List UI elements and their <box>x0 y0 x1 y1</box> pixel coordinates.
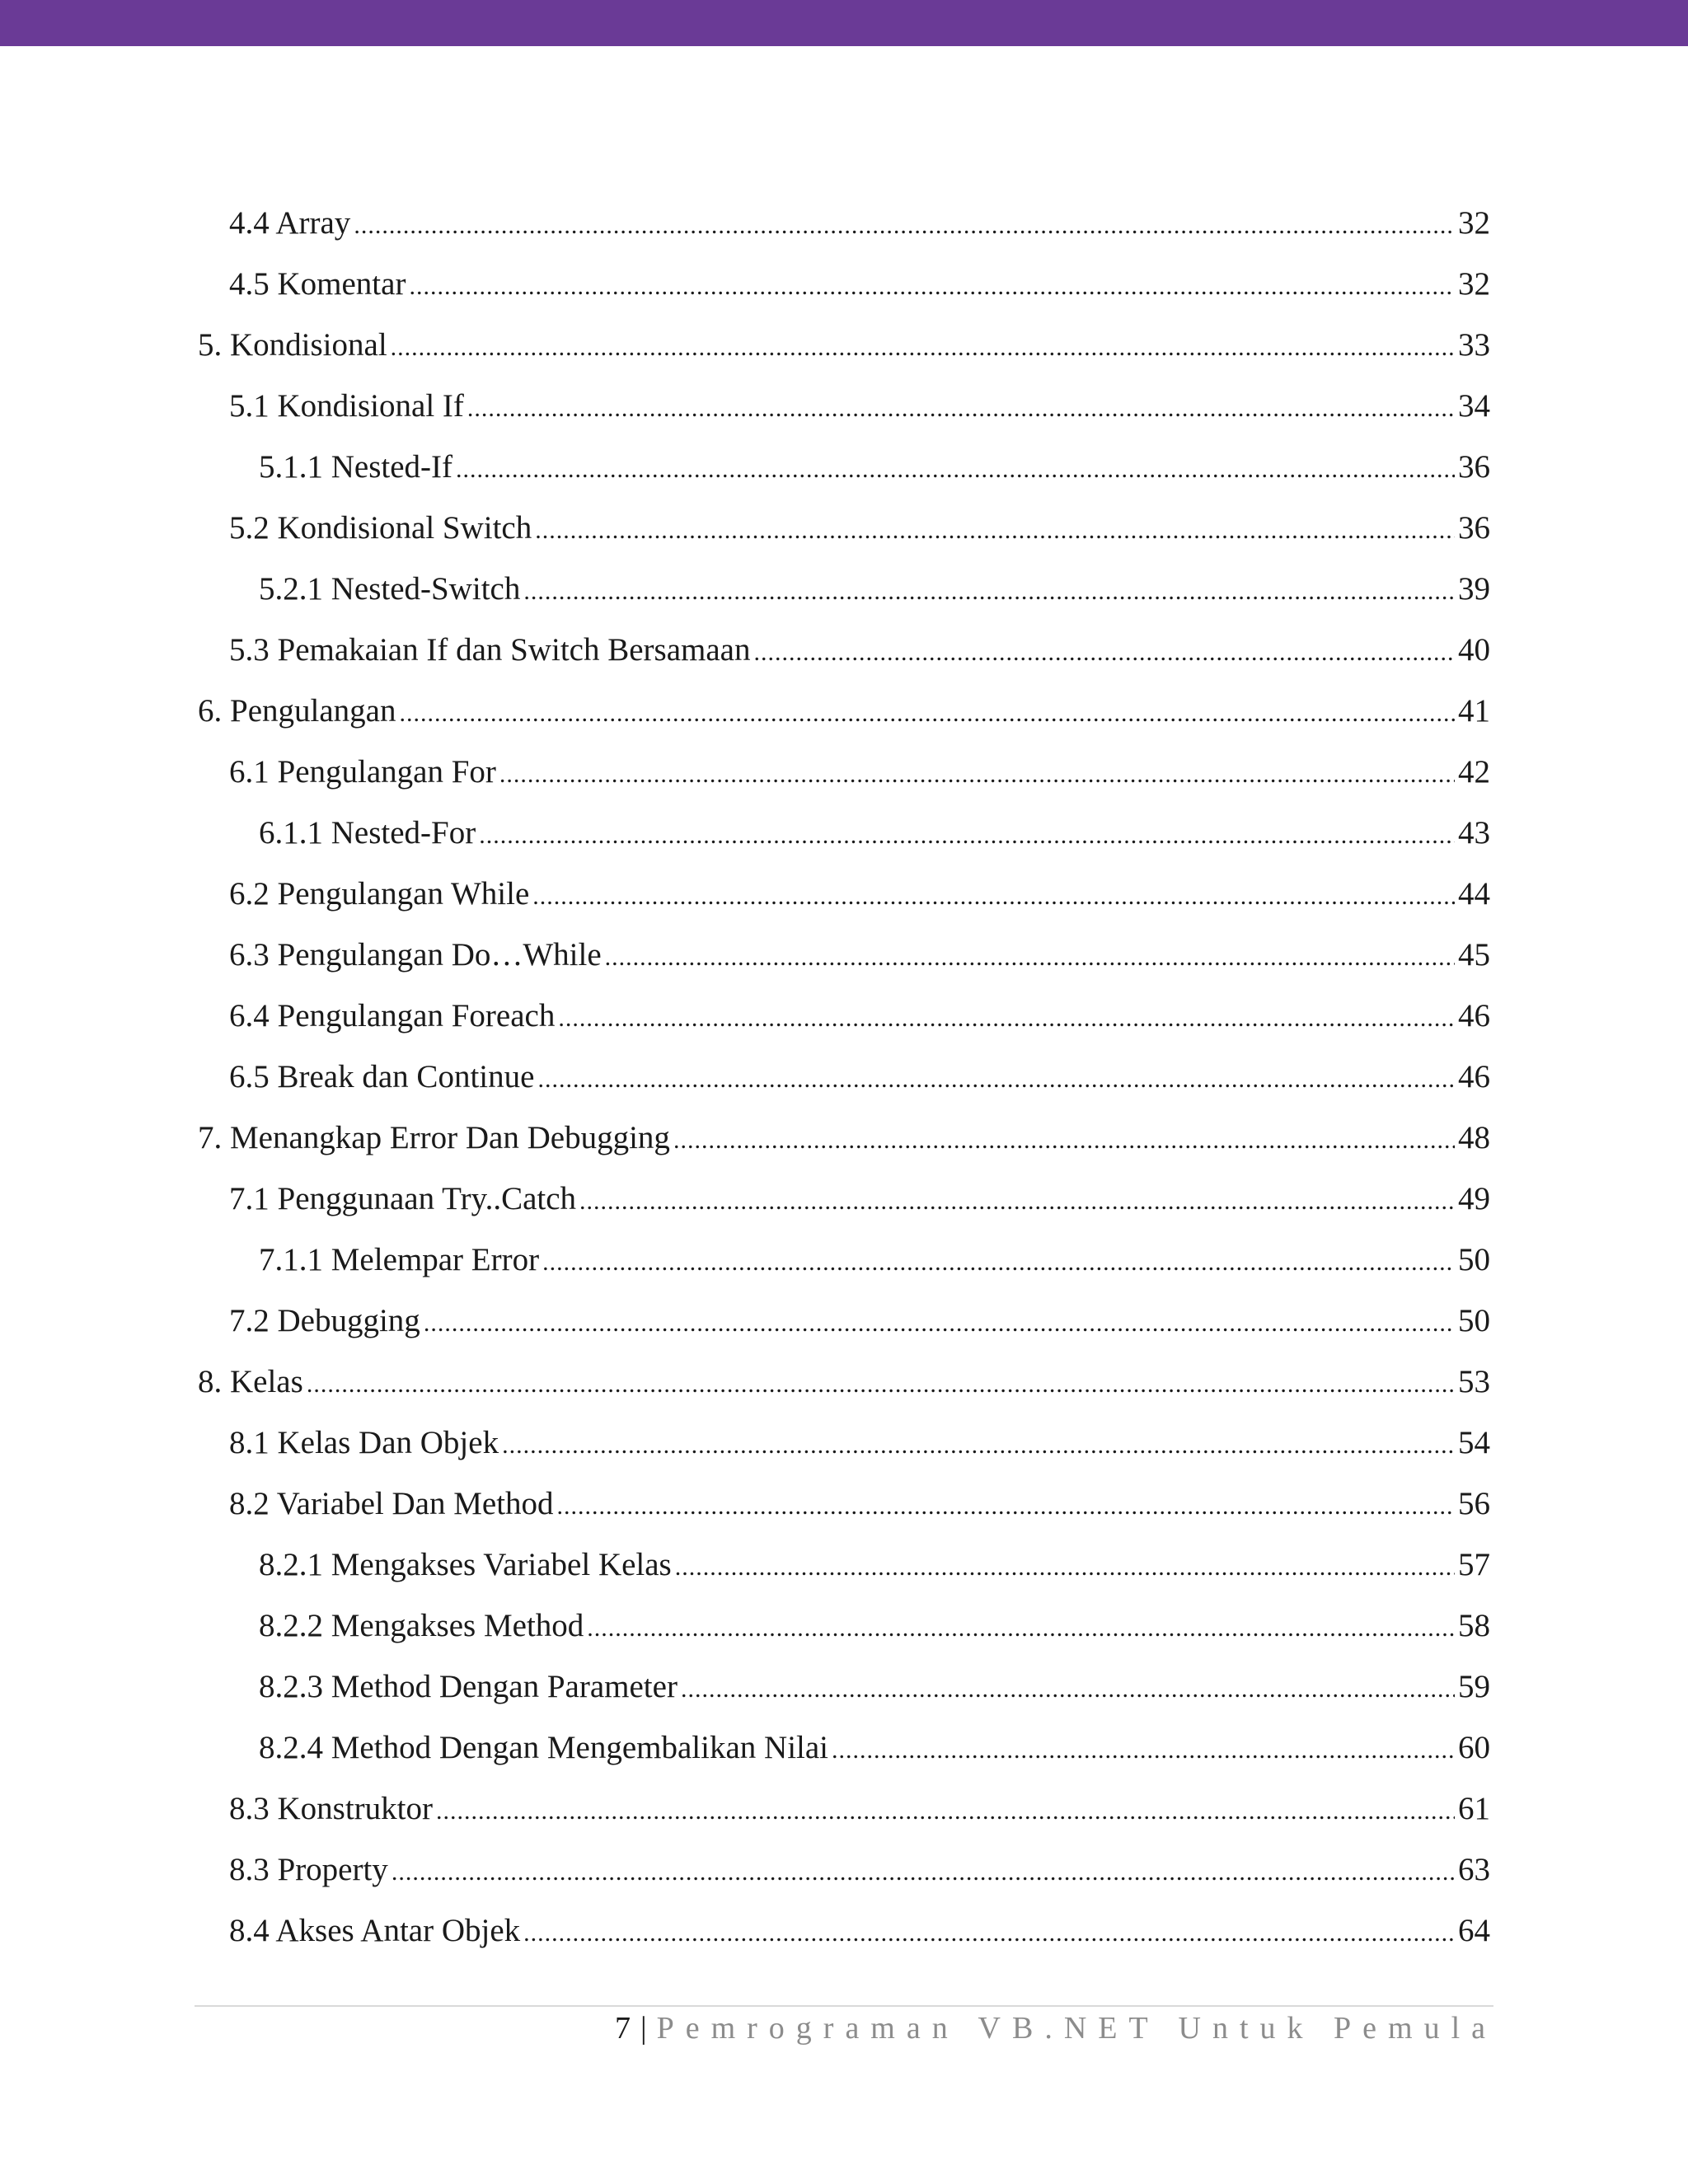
toc-entry[interactable] <box>198 1230 1490 1291</box>
footer-divider <box>195 2005 1493 2007</box>
toc-dot-leader <box>542 1232 1455 1293</box>
toc-entry-label: 8.1 Kelas Dan Objek <box>229 1425 499 1460</box>
toc-entry-label: 8.2 Variabel Dan Method <box>229 1486 554 1521</box>
toc-dot-leader <box>587 1598 1455 1659</box>
toc-entry-page: 39 <box>1458 571 1490 607</box>
toc-dot-leader <box>558 988 1455 1049</box>
toc-entry-page: 50 <box>1458 1303 1490 1338</box>
toc-entry-label: 7.1.1 Melempar Error <box>259 1242 540 1277</box>
toc-entry-page: 60 <box>1458 1730 1490 1765</box>
toc-entry-page: 54 <box>1458 1425 1490 1460</box>
toc-entry-page: 53 <box>1458 1364 1490 1399</box>
toc-entry-page: 45 <box>1458 937 1490 972</box>
toc-entry[interactable] <box>198 376 1490 437</box>
footer-separator: | <box>640 2011 647 2046</box>
toc-entry-page: 34 <box>1458 388 1490 424</box>
toc-dot-leader <box>532 866 1455 927</box>
toc-entry-label: 5. Kondisional <box>198 327 387 363</box>
toc-entry-label: 6.1.1 Nested-For <box>259 815 476 851</box>
toc-entry[interactable] <box>198 1596 1490 1657</box>
toc-entry[interactable] <box>198 742 1490 803</box>
toc-entry-page: 58 <box>1458 1608 1490 1643</box>
toc-entry-label: 7.1 Penggunaan Try..Catch <box>229 1181 577 1216</box>
toc-entry[interactable] <box>198 1779 1490 1840</box>
toc-dot-leader <box>392 1842 1455 1903</box>
toc-dot-leader <box>537 1049 1455 1110</box>
toc-entry-page: 42 <box>1458 754 1490 790</box>
toc-entry-page: 49 <box>1458 1181 1490 1216</box>
toc-dot-leader <box>436 1781 1455 1842</box>
toc-entry-label: 6.2 Pengulangan While <box>229 876 530 912</box>
page-footer <box>614 2008 1497 2049</box>
toc-entry[interactable] <box>198 681 1490 742</box>
toc-dot-leader <box>399 683 1455 744</box>
toc-entry[interactable] <box>198 498 1490 559</box>
toc-dot-leader <box>467 378 1455 439</box>
toc-entry-label: 6.3 Pengulangan Do…While <box>229 937 602 972</box>
toc-dot-leader <box>673 1110 1455 1171</box>
toc-entry-label: 5.3 Pemakaian If dan Switch Bersamaan <box>229 632 751 668</box>
toc-entry-label: 8.2.4 Method Dengan Mengembalikan Nilai <box>259 1730 829 1765</box>
toc-entry[interactable] <box>198 864 1490 925</box>
toc-entry[interactable] <box>198 1291 1490 1352</box>
toc-entry[interactable] <box>198 1657 1490 1718</box>
toc-dot-leader <box>391 317 1455 378</box>
toc-entry-page: 33 <box>1458 327 1490 363</box>
toc-entry[interactable] <box>198 925 1490 986</box>
toc-entry-label: 8.2.2 Mengakses Method <box>259 1608 584 1643</box>
toc-entry-page: 46 <box>1458 998 1490 1033</box>
toc-entry-label: 6.1 Pengulangan For <box>229 754 496 790</box>
toc-entry-label: 8.2.3 Method Dengan Parameter <box>259 1669 678 1704</box>
toc-entry-label: 5.2.1 Nested-Switch <box>259 571 521 607</box>
toc-dot-leader <box>409 256 1455 317</box>
footer-page-number: 7 <box>614 2011 631 2046</box>
toc-entry-label: 6.4 Pengulangan Foreach <box>229 998 556 1033</box>
toc-entry[interactable] <box>198 1840 1490 1900</box>
toc-entry[interactable] <box>198 193 1490 254</box>
toc-entry-label: 6. Pengulangan <box>198 693 396 729</box>
toc-entry-page: 46 <box>1458 1059 1490 1094</box>
header-accent-bar <box>0 0 1688 46</box>
toc-dot-leader <box>605 927 1455 988</box>
toc-entry[interactable] <box>198 986 1490 1047</box>
toc-entry-page: 61 <box>1458 1791 1490 1826</box>
toc-entry-page: 36 <box>1458 510 1490 546</box>
toc-entry[interactable] <box>198 620 1490 681</box>
toc-dot-leader <box>523 1903 1455 1964</box>
toc-entry-page: 59 <box>1458 1669 1490 1704</box>
toc-entry[interactable] <box>198 315 1490 376</box>
toc-entry-page: 32 <box>1458 205 1490 241</box>
toc-entry-label: 8.2.1 Mengakses Variabel Kelas <box>259 1547 672 1582</box>
toc-entry-page: 57 <box>1458 1547 1490 1582</box>
toc-dot-leader <box>675 1537 1455 1598</box>
toc-entry[interactable] <box>198 1108 1490 1169</box>
toc-entry[interactable] <box>198 803 1490 864</box>
toc-entry-page: 41 <box>1458 693 1490 729</box>
toc-dot-leader <box>523 561 1455 622</box>
toc-dot-leader <box>307 1354 1455 1415</box>
toc-entry-label: 7.2 Debugging <box>229 1303 420 1338</box>
toc-entry-page: 56 <box>1458 1486 1490 1521</box>
toc-entry-label: 8.3 Property <box>229 1852 388 1887</box>
toc-dot-leader <box>753 622 1455 683</box>
toc-dot-leader <box>424 1293 1455 1354</box>
toc-entry-page: 36 <box>1458 449 1490 485</box>
toc-dot-leader <box>832 1720 1455 1781</box>
toc-entry-label: 6.5 Break dan Continue <box>229 1059 535 1094</box>
toc-entry-page: 50 <box>1458 1242 1490 1277</box>
toc-dot-leader <box>479 805 1455 866</box>
toc-dot-leader <box>502 1415 1455 1476</box>
toc-entry-page: 64 <box>1458 1913 1490 1948</box>
footer-book-title: Pemrograman VB.NET Untuk Pemula <box>656 2011 1497 2046</box>
toc-entry[interactable] <box>198 1169 1490 1230</box>
toc-dot-leader <box>456 439 1455 500</box>
toc-entry[interactable] <box>198 1413 1490 1474</box>
toc-entry-page: 40 <box>1458 632 1490 668</box>
toc-dot-leader <box>354 195 1455 256</box>
toc-entry[interactable] <box>198 559 1490 620</box>
toc-entry-label: 8.4 Akses Antar Objek <box>229 1913 521 1948</box>
toc-entry[interactable] <box>198 1047 1490 1108</box>
toc-dot-leader <box>535 500 1455 561</box>
toc-entry-label: 8. Kelas <box>198 1364 303 1399</box>
toc-entry-page: 32 <box>1458 266 1490 302</box>
toc-entry[interactable] <box>198 1718 1490 1779</box>
toc-dot-leader <box>557 1476 1455 1537</box>
toc-entry-page: 43 <box>1458 815 1490 851</box>
toc-entry[interactable] <box>198 1900 1490 1961</box>
toc-entry-page: 48 <box>1458 1120 1490 1155</box>
toc-dot-leader <box>579 1171 1455 1232</box>
toc-entry[interactable] <box>198 437 1490 498</box>
toc-entry-label: 4.4 Array <box>229 205 351 241</box>
toc-entry[interactable] <box>198 1535 1490 1596</box>
toc-entry[interactable] <box>198 1474 1490 1535</box>
toc-entry-label: 5.2 Kondisional Switch <box>229 510 532 546</box>
toc-entry-label: 5.1 Kondisional If <box>229 388 464 424</box>
toc-entry-label: 7. Menangkap Error Dan Debugging <box>198 1120 670 1155</box>
table-of-contents <box>198 193 1490 1961</box>
toc-dot-leader <box>499 744 1455 805</box>
toc-entry-label: 8.3 Konstruktor <box>229 1791 433 1826</box>
toc-entry-page: 44 <box>1458 876 1490 912</box>
toc-entry-label: 5.1.1 Nested-If <box>259 449 453 485</box>
toc-entry[interactable] <box>198 1352 1490 1413</box>
toc-dot-leader <box>681 1659 1455 1720</box>
toc-entry-label: 4.5 Komentar <box>229 266 406 302</box>
toc-entry[interactable] <box>198 254 1490 315</box>
toc-entry-page: 63 <box>1458 1852 1490 1887</box>
